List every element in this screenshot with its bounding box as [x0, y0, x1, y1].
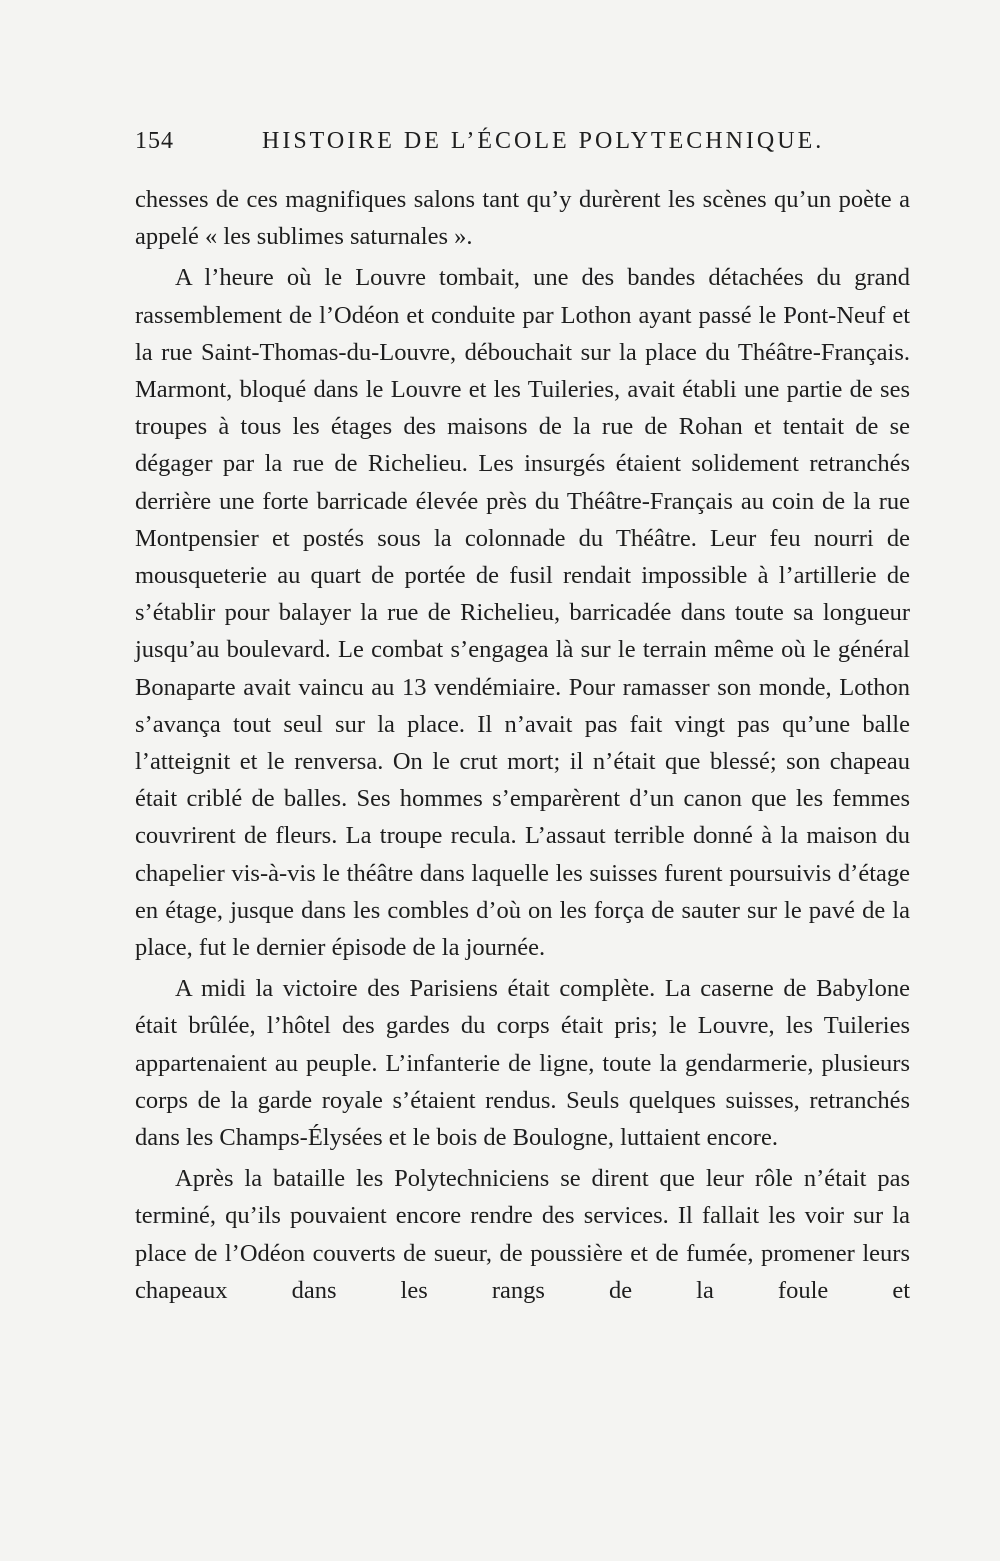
- paragraph-louvre-battle: A l’heure où le Louvre tombait, une des bandes détachées du grand rassemblement de l’Odéon et conduite par Lothon ayant passé le Pont-Neuf et la rue Saint-Thomas-du-Louvre, débouchait sur la place du Théâtre-Français. Marmont, bloqué dans le Louvre et les Tuileries, avait établi une partie de ses troupes à tous les étages des maisons de la rue de Rohan et tentait de se dégager par la rue de Richelieu. Les insurgés étaient solidement retranchés derrière une forte barricade élevée près du Théâtre-Français au coin de la rue Montpensier et postés sous la colonnade du Théâtre. Leur feu nourri de mousqueterie au quart de portée de fusil rendait impossible à l’artillerie de s’établir pour balayer la rue de Richelieu, barricadée dans toute sa longueur jusqu’au boulevard. Le combat s’engagea là sur le terrain même où le général Bonaparte avait vaincu au 13 vendémiaire. Pour ramasser son monde, Lothon s’avança tout seul sur la place. Il n’avait pas fait vingt pas qu’une balle l’atteignit et le renversa. On le crut mort; il n’était que blessé; son chapeau était criblé de balles. Ses hommes s’emparèrent d’un canon que les femmes couvrirent de fleurs. La troupe recula. L’assaut terrible donné à la maison du chapelier vis-à-vis le théâtre dans laquelle les suisses furent poursuivis d’étage en étage, jusque dans les combles d’où on les força de sauter sur le pavé de la place, fut le dernier épisode de la journée.: [135, 264, 910, 962]
- running-title: HISTOIRE DE L’ÉCOLE POLYTECHNIQUE.: [262, 128, 825, 154]
- body-text: [135, 181, 910, 1309]
- page-number: 154: [135, 128, 174, 154]
- paragraph-polytechniciens: Après la bataille les Polytechniciens se dirent que leur rôle n’était pas terminé, qu’ils pouvaient encore rendre des services. Il fallait les voir sur la place de l’Odéon couverts de sueur, de poussière et de fumée, promener leurs chapeaux dans les rangs de la foule et: [135, 1165, 910, 1304]
- page-header: [135, 128, 910, 168]
- paragraph-continuation: chesses de ces magnifiques salons tant qu’y durèrent les scènes qu’un poète a appelé « les sublimes saturnales ».: [135, 186, 910, 251]
- paragraph-victory: A midi la victoire des Parisiens était complète. La caserne de Babylone était brûlée, l’hôtel des gardes du corps était pris; le Louvre, les Tuileries appartenaient au peuple. L’infanterie de ligne, toute la gendarmerie, plusieurs corps de la garde royale s’étaient rendus. Seuls quelques suisses, retranchés dans les Champs-Élysées et le bois de Boulogne, luttaient encore.: [135, 975, 910, 1152]
